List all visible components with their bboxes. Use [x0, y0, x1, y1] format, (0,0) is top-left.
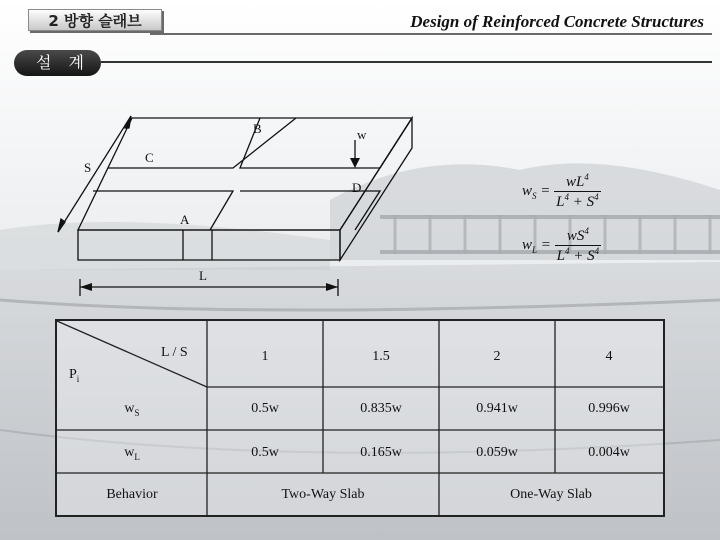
corner-pi-label: $P_i$	[69, 367, 80, 384]
table-cell: 0.941w	[476, 401, 518, 416]
row-label-ws: $w_S$	[124, 401, 140, 418]
strip-D	[240, 191, 380, 230]
equation-wl: $w_L$ = $\frac{wS^4}{L^4 + S^4}$	[522, 226, 600, 264]
course-title: Design of Reinforced Concrete Structures	[410, 12, 704, 31]
row-label-wl: $w_L$	[124, 445, 140, 462]
ratio-header: 1.5	[372, 349, 390, 364]
behavior-one-way: One-Way Slab	[510, 487, 592, 502]
label-C: C	[145, 150, 154, 165]
equation-ws: $w_S$ = $\frac{wL^4}{L^4 + S^4}$	[522, 172, 599, 210]
ratio-header: 2	[493, 349, 501, 364]
corner-ratio-label: L / S	[161, 345, 188, 360]
label-L: L	[199, 268, 207, 283]
behavior-label: Behavior	[106, 487, 158, 502]
strip-C	[108, 118, 296, 168]
load-arrow-head	[350, 158, 360, 168]
table-cell: 0.996w	[588, 401, 630, 416]
slab-side-face	[340, 118, 412, 260]
strip-C-lower	[93, 191, 233, 230]
label-w: w	[357, 127, 367, 142]
label-D: D	[352, 180, 362, 195]
label-B: B	[253, 121, 262, 136]
behavior-two-way: Two-Way Slab	[281, 487, 365, 502]
table-cell: 0.004w	[588, 445, 630, 460]
table-cell: 0.5w	[251, 401, 279, 416]
label-A: A	[180, 212, 190, 227]
strip-B	[240, 118, 412, 168]
table-cell: 0.835w	[360, 401, 402, 416]
chapter-tag: 2 방향 슬래브	[28, 9, 162, 31]
moment-distribution-table	[55, 319, 665, 517]
ratio-header: 4	[605, 349, 613, 364]
ratio-header: 1	[261, 349, 269, 364]
slab-front-face	[78, 230, 340, 260]
table-cell: 0.165w	[360, 445, 402, 460]
table-cell: 0.059w	[476, 445, 518, 460]
label-S: S	[84, 160, 92, 175]
table-cell: 0.5w	[251, 445, 279, 460]
section-title: 설 계	[14, 50, 101, 76]
dim-S	[58, 116, 131, 232]
